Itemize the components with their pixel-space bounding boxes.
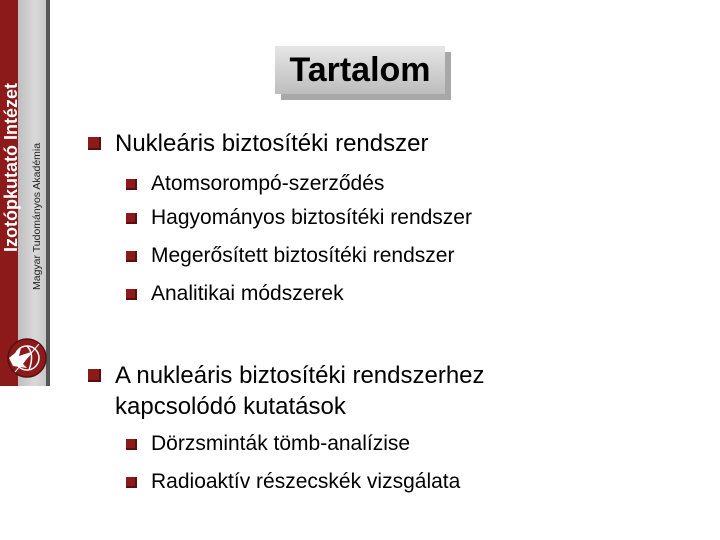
- bullet-square-icon: [126, 477, 137, 488]
- section-2-heading-line-1: A nukleáris biztosítéki rendszerhez: [115, 362, 485, 389]
- list-item-text: Radioaktív részecskék vizsgálata: [151, 470, 461, 493]
- section-1-heading: Nukleáris biztosítéki rendszer: [115, 130, 429, 157]
- list-item-text: Analitikai módszerek: [151, 282, 344, 305]
- list-item: [126, 206, 472, 230]
- sidebar-shadow: [46, 0, 50, 386]
- section-1: [88, 130, 428, 158]
- list-item: [126, 172, 384, 196]
- list-item-text: Dörzsminták tömb-analízise: [151, 432, 411, 455]
- bullet-square-icon: [126, 439, 137, 450]
- institute-logo-icon: [3, 334, 47, 382]
- institute-name: Izotópkutató Intézet: [1, 83, 21, 252]
- list-item: [126, 244, 454, 268]
- list-item-text: Megerősített biztosítéki rendszer: [151, 244, 455, 267]
- bullet-square-icon: [88, 137, 101, 150]
- bullet-square-icon: [126, 213, 137, 224]
- academy-name: Magyar Tudományos Akadémia: [31, 142, 43, 290]
- section-2-heading: [115, 362, 485, 421]
- list-item-text: Hagyományos biztosítéki rendszer: [151, 206, 472, 229]
- section-2: [88, 362, 485, 421]
- list-item-text: Atomsorompó-szerződés: [151, 172, 385, 195]
- list-item: [126, 432, 410, 456]
- section-2-heading-line-2: kapcsolódó kutatások: [115, 393, 346, 420]
- bullet-square-icon: [126, 289, 137, 300]
- list-item: [126, 470, 460, 494]
- bullet-square-icon: [126, 179, 137, 190]
- bullet-square-icon: [126, 251, 137, 262]
- slide-title: Tartalom: [275, 46, 445, 94]
- bullet-square-icon: [88, 369, 101, 382]
- list-item: [126, 282, 344, 306]
